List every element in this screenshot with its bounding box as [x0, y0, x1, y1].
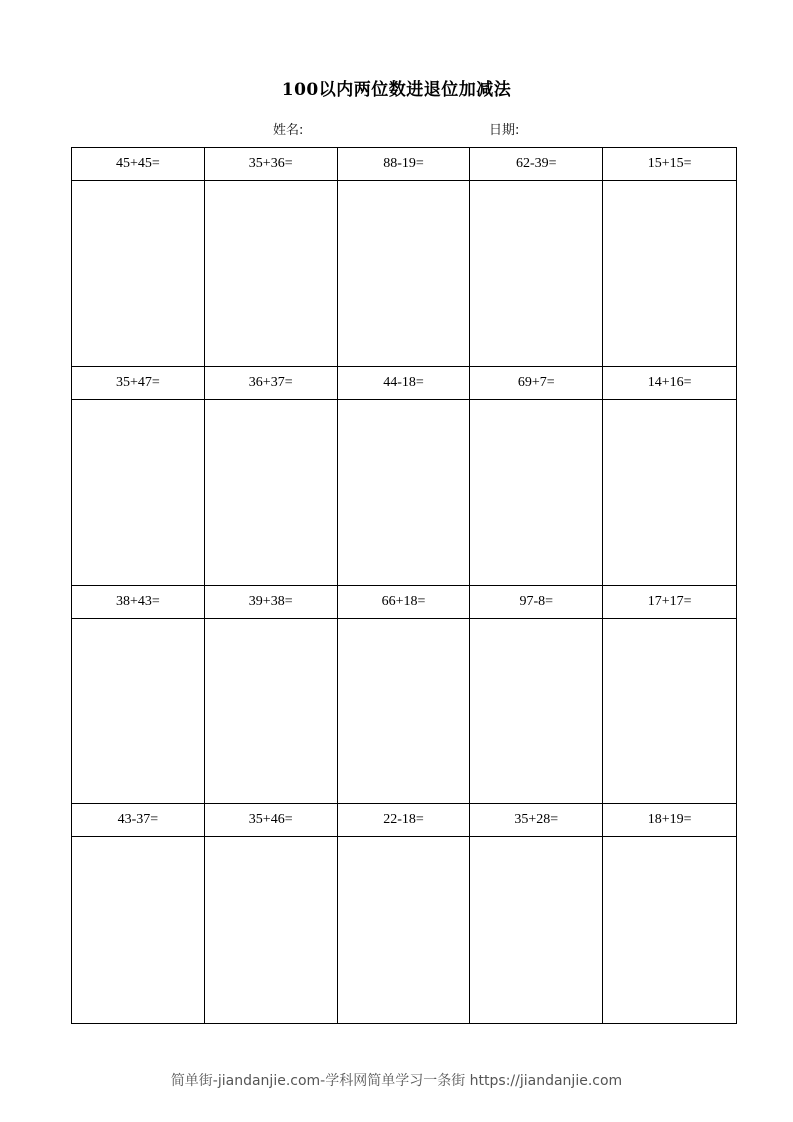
- problem-expression: 43-37=: [72, 804, 204, 837]
- problem-expression: 22-18=: [338, 804, 470, 837]
- problem-expression: 35+36=: [205, 148, 337, 181]
- problem-expression: 14+16=: [603, 367, 736, 400]
- problem-cell: [603, 586, 736, 805]
- work-area: [72, 619, 204, 804]
- problem-cell: [470, 804, 603, 1023]
- problem-expression: 36+37=: [205, 367, 337, 400]
- problem-cell: [205, 804, 338, 1023]
- work-area: [205, 837, 337, 1023]
- work-area: [470, 400, 602, 585]
- problem-expression: 35+46=: [205, 804, 337, 837]
- work-area: [72, 400, 204, 585]
- work-area: [603, 619, 736, 804]
- problem-cell: [470, 367, 603, 586]
- work-area: [603, 400, 736, 585]
- problem-expression: 69+7=: [470, 367, 602, 400]
- work-area: [338, 837, 470, 1023]
- problem-cell: [338, 148, 471, 367]
- problem-cell: [470, 586, 603, 805]
- problem-expression: 44-18=: [338, 367, 470, 400]
- problem-expression: 66+18=: [338, 586, 470, 619]
- work-area: [72, 837, 204, 1023]
- problem-expression: 15+15=: [603, 148, 736, 181]
- work-area: [205, 619, 337, 804]
- work-area: [470, 837, 602, 1023]
- problem-cell: [72, 804, 205, 1023]
- work-area: [205, 400, 337, 585]
- problem-cell: [338, 586, 471, 805]
- problem-expression: 17+17=: [603, 586, 736, 619]
- problem-cell: [603, 148, 736, 367]
- footer-watermark: 简单街-jiandanjie.com-学科网简单学习一条街 https://jiandanjie.com: [170, 1073, 623, 1089]
- problem-cell: [72, 367, 205, 586]
- problem-cell: [338, 804, 471, 1023]
- problem-expression: 35+28=: [470, 804, 602, 837]
- work-area: [205, 181, 337, 366]
- work-area: [603, 181, 736, 366]
- problem-cell: [603, 367, 736, 586]
- problem-expression: 35+47=: [72, 367, 204, 400]
- worksheet-title: 100以内两位数进退位加减法: [281, 80, 512, 100]
- problem-expression: 38+43=: [72, 586, 204, 619]
- problem-grid: [72, 148, 736, 1023]
- name-label: 姓名:: [273, 123, 304, 138]
- problem-expression: 62-39=: [470, 148, 602, 181]
- work-area: [470, 619, 602, 804]
- problem-cell: [470, 148, 603, 367]
- problem-cell: [72, 586, 205, 805]
- work-area: [338, 400, 470, 585]
- problem-cell: [205, 148, 338, 367]
- problem-expression: 45+45=: [72, 148, 204, 181]
- problem-expression: 97-8=: [470, 586, 602, 619]
- problem-expression: 39+38=: [205, 586, 337, 619]
- problem-cell: [603, 804, 736, 1023]
- problem-expression: 18+19=: [603, 804, 736, 837]
- work-area: [603, 837, 736, 1023]
- work-area: [338, 181, 470, 366]
- problem-expression: 88-19=: [338, 148, 470, 181]
- work-area: [72, 181, 204, 366]
- problem-cell: [72, 148, 205, 367]
- problem-cell: [205, 586, 338, 805]
- problem-cell: [338, 367, 471, 586]
- work-area: [338, 619, 470, 804]
- problem-cell: [205, 367, 338, 586]
- work-area: [470, 181, 602, 366]
- date-label: 日期:: [489, 123, 520, 138]
- problem-table: [71, 147, 737, 1024]
